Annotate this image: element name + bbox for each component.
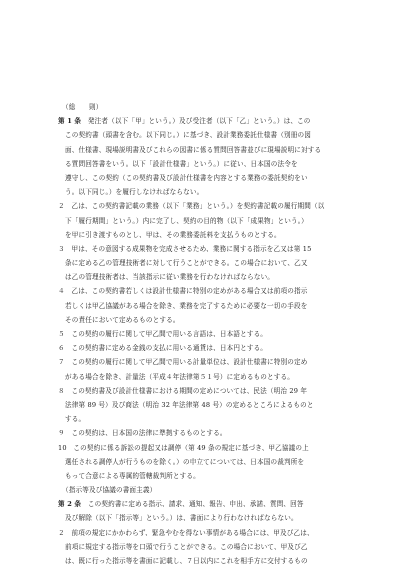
text-line: ６ この契約書に定める金銭の支払に用いる通貨は、日本円とする。 (58, 344, 268, 353)
text-line: は乙の管理技術者は、当該指示に従い業務を行わなければならない。 (65, 273, 275, 282)
text-line: もって合意による専属的管轄裁判所とする。 (65, 471, 200, 480)
article-number: 第 2 条 (58, 500, 82, 509)
text-line: ２ 前項の規定にかかわらず、緊急やむを得ない事情がある場合には、甲及び乙は、 (58, 528, 314, 537)
text-line: を甲に引き渡すものとし、甲は、その業務委託料を支払うものとする。 (65, 230, 281, 239)
text-line: する。 (65, 415, 86, 424)
text-line: 遵守し、この契約（この契約書及び設計仕様書を内容とする業務の委託契約をい (65, 173, 308, 182)
text-line: 条に定める乙の管理技術者に対して行うことができる。この場合において、乙又 (65, 259, 308, 268)
contract-body (58, 114, 378, 568)
text-line (58, 114, 378, 128)
text-line: 及び解除（以下「指示等」という。）は、書面により行わなければならない。 (65, 514, 298, 523)
text-line: ７ この契約の履行に関して甲乙間で用いる計量単位は、設計仕様書に特別の定め (58, 358, 308, 367)
text-line: る質問回答書をいう。以下「設計仕様書」という。）に従い、日本国の法令を (65, 159, 298, 168)
article-number: 第 1 条 (58, 117, 82, 126)
article-text: 発注者（以下「甲」という。）及び受注者（以下「乙」という。）は、この (81, 117, 311, 126)
text-line: 法律第 89 号）及び商法（明治 32 年法律第 48 号）の定めるところによるものと (65, 400, 314, 409)
section-heading: （総 則） (62, 103, 103, 111)
text-line: ５ この契約の履行に関して甲乙間で用いる言語は、日本語とする。 (58, 330, 268, 338)
text-line: う。以下同じ。）を履行しなければならない。 (65, 188, 204, 197)
article-text: この契約書に定める指示、請求、通知、報告、申出、承諾、質問、回答 (81, 500, 304, 509)
text-line: ８ この契約書及び設計仕様書における期間の定めについては、民法（明治 29 年 (58, 386, 308, 395)
text-line: （指示等及び協議の書面主義） (62, 486, 157, 495)
text-line: 若しくは甲乙協議がある場合を除き、業務を完了するために必要な一切の手段を (65, 301, 308, 310)
text-line: ３ 甲は、その意図する成果物を完成させるため、業務に関する指示を乙又は第 15 (58, 244, 312, 253)
text-line: がある場合を除き、計量法（平成４年法律第５１号）に定めるものとする。 (65, 372, 295, 381)
text-line: ２ 乙は、この契約書記載の業務（以下「業務」という。）を契約書記載の履行期間（以 (58, 202, 325, 211)
text-line (58, 497, 378, 511)
text-line: ９ この契約は、日本国の法律に準拠するものとする。 (58, 429, 227, 438)
text-line: 選任される調停人が行うものを除く。）の申立てについては、日本国の裁判所を (65, 457, 305, 466)
text-line: 面、仕様書、現場説明書及びこれらの図書に係る質問回答書並びに現場説明に対する (65, 145, 322, 154)
contract-page (58, 100, 378, 568)
text-line: ４ 乙は、この契約書若しくは設計仕様書に特別の定めがある場合又は前項の指示 (58, 287, 308, 296)
text-line: は、既に行った指示等を書面に記載し、７日以内にこれを相手方に交付するもの (65, 557, 308, 565)
text-line: その責任において定めるものとする。 (65, 315, 180, 324)
text-line: この契約書（頭書を含む。以下同じ。）に基づき、設計業務委託仕様書（別冊の図 (65, 131, 311, 140)
text-line: 下「履行期間」という。）内に完了し、契約の目的物（以下「成果物」という。） (65, 216, 308, 225)
text-line: 10 この契約に係る訴訟の提起又は調停（第 49 条の規定に基づき、甲乙協議の上 (58, 443, 309, 452)
text-line: 前項に規定する指示等を口頭で行うことができる。この場合において、甲及び乙 (65, 542, 308, 551)
